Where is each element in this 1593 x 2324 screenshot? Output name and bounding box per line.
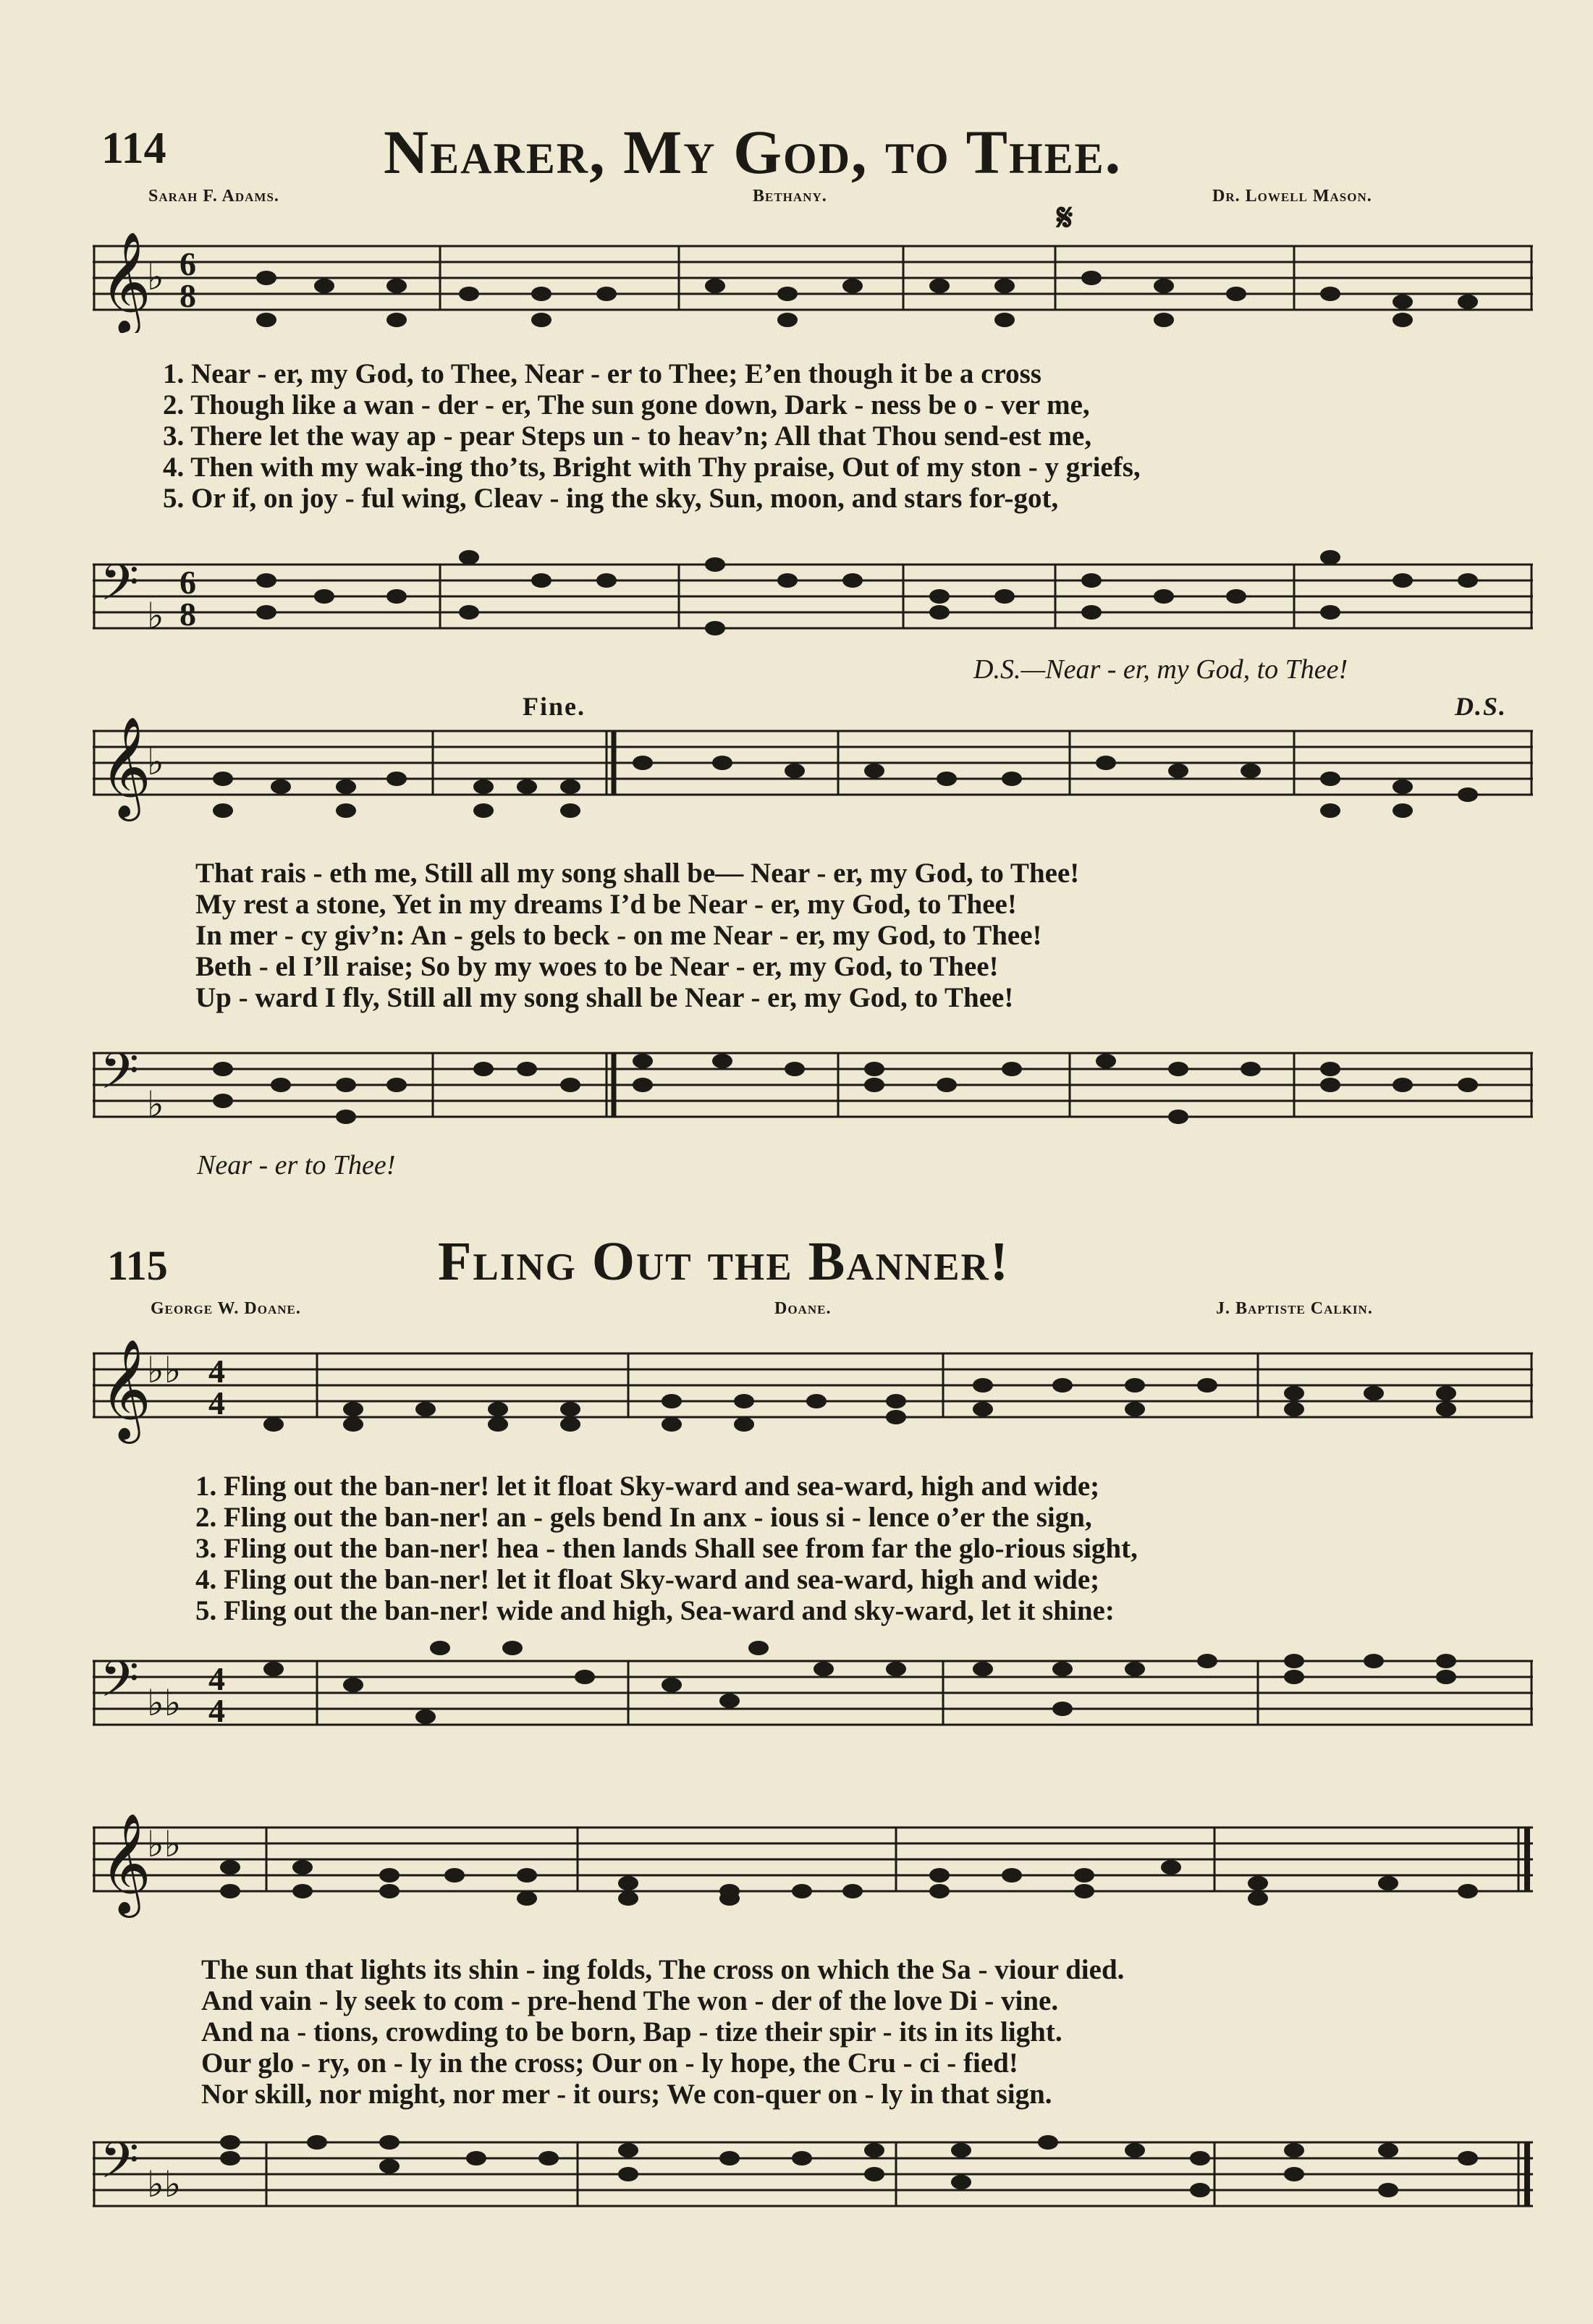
refrain-below-text: Near - er to Thee! bbox=[197, 1150, 396, 1180]
ds-mark: D.S. bbox=[1455, 692, 1508, 721]
svg-text:𝄞: 𝄞 bbox=[100, 232, 151, 332]
svg-text:♭: ♭ bbox=[147, 596, 164, 636]
verse-line: The sun that lights its shin - ing folds, The cross on which the Sa - viour died. bbox=[201, 1954, 1125, 1985]
hymn-114-system-2-bass-staff bbox=[93, 1024, 1533, 1133]
svg-text:8: 8 bbox=[179, 277, 196, 314]
hymn-114-title: Nearer, My God, to Thee. bbox=[384, 117, 1123, 187]
verse-line: 5. Or if, on joy - ful wing, Cleav - ing the sky, Sun, moon, and stars for-got, bbox=[163, 483, 1059, 514]
hymn-115-tune: Doane. bbox=[774, 1299, 832, 1318]
svg-text:♭: ♭ bbox=[147, 742, 164, 782]
svg-text:♭♭: ♭♭ bbox=[147, 1350, 182, 1390]
svg-text:♭: ♭ bbox=[147, 1084, 164, 1125]
svg-text:♭: ♭ bbox=[147, 257, 164, 297]
svg-text:4: 4 bbox=[208, 1660, 225, 1697]
hymn-115-system-1-bass-staff bbox=[93, 1632, 1533, 1741]
verse-line: 4. Then with my wak-ing tho’ts, Bright with Thy praise, Out of my ston - y griefs, bbox=[163, 452, 1141, 483]
verse-line: That rais - eth me, Still all my song shall be— Near - er, my God, to Thee! bbox=[195, 858, 1080, 889]
svg-text:4: 4 bbox=[208, 1385, 225, 1421]
svg-text:8: 8 bbox=[179, 596, 196, 633]
hymn-114-tune: Bethany. bbox=[753, 187, 827, 206]
svg-text:4: 4 bbox=[208, 1692, 225, 1729]
hymn-114-verses-system-1 bbox=[163, 358, 1141, 514]
hymn-115-system-1-treble-staff bbox=[93, 1339, 1533, 1448]
hymn-115-verses-system-2 bbox=[201, 1954, 1124, 2110]
verse-line: 4. Fling out the ban-ner! let it float Sky-ward and sea-ward, high and wide; bbox=[195, 1564, 1100, 1595]
hymn-114-system-2-treble-staff bbox=[93, 717, 1533, 825]
hymn-114-system-1-treble-staff bbox=[93, 232, 1533, 333]
svg-text:𝄢: 𝄢 bbox=[100, 2131, 140, 2202]
svg-text:♭♭: ♭♭ bbox=[147, 2164, 182, 2205]
svg-text:𝄢: 𝄢 bbox=[100, 1041, 140, 1112]
hymn-115-composer: J. Baptiste Calkin. bbox=[1216, 1299, 1373, 1318]
svg-text:4: 4 bbox=[208, 1353, 225, 1390]
verse-line: 3. Fling out the ban-ner! hea - then lands Shall see from far the glo-rious sight, bbox=[195, 1533, 1138, 1564]
svg-text:♭♭: ♭♭ bbox=[147, 1683, 182, 1723]
hymn-114-composer: Dr. Lowell Mason. bbox=[1212, 187, 1372, 206]
hymn-115-number: 115 bbox=[107, 1242, 168, 1289]
svg-text:𝄞: 𝄞 bbox=[100, 1813, 151, 1914]
svg-text:6: 6 bbox=[179, 245, 196, 282]
verse-line: 2. Though like a wan - der - er, The sun gone down, Dark - ness be o - ver me, bbox=[163, 389, 1090, 421]
hymn-115-title: Fling Out the Banner! bbox=[438, 1231, 1010, 1292]
verse-line: My rest a stone, Yet in my dreams I’d be Near - er, my God, to Thee! bbox=[195, 889, 1017, 920]
fine-mark: Fine. bbox=[523, 692, 586, 721]
svg-text:♭♭: ♭♭ bbox=[147, 1824, 182, 1864]
verse-line: 2. Fling out the ban-ner! an - gels bend In anx - ious si - lence o’er the sign, bbox=[195, 1502, 1092, 1533]
verse-line: Nor skill, nor might, nor mer - it ours; We con-quer on - ly in that sign. bbox=[201, 2079, 1052, 2110]
svg-text:𝄞: 𝄞 bbox=[100, 717, 151, 817]
verse-line: Our glo - ry, on - ly in the cross; Our on - ly hope, the Cru - ci - fied! bbox=[201, 2048, 1018, 2079]
verse-line: Up - ward I fly, Still all my song shall be Near - er, my God, to Thee! bbox=[195, 982, 1014, 1013]
hymn-115-system-2-bass-staff bbox=[93, 2113, 1533, 2222]
hymn-114-verses-system-2 bbox=[195, 858, 1079, 1013]
hymn-114-author: Sarah F. Adams. bbox=[148, 187, 279, 206]
verse-line: Beth - el I’ll raise; So by my woes to be Near - er, my God, to Thee! bbox=[195, 951, 999, 982]
hymn-115-verses-system-1 bbox=[195, 1471, 1138, 1626]
ds-text: D.S.—Near - er, my God, to Thee! bbox=[973, 654, 1348, 685]
hymn-115-system-2-treble-staff bbox=[93, 1813, 1533, 1922]
hymn-114-number: 114 bbox=[101, 124, 166, 173]
hymn-115-author: George W. Doane. bbox=[151, 1299, 301, 1318]
verse-line: 3. There let the way ap - pear Steps un - to heav’n; All that Thou send-est me, bbox=[163, 421, 1092, 452]
svg-text:𝄞: 𝄞 bbox=[100, 1339, 151, 1440]
hymn-114-system-1-bass-staff bbox=[93, 536, 1533, 644]
verse-line: 1. Fling out the ban-ner! let it float Sky-ward and sea-ward, high and wide; bbox=[195, 1471, 1100, 1502]
verse-line: 1. Near - er, my God, to Thee, Near - er to Thee; E’en though it be a cross bbox=[163, 358, 1041, 389]
verse-line: In mer - cy giv’n: An - gels to beck - on me Near - er, my God, to Thee! bbox=[195, 920, 1042, 951]
verse-line: And vain - ly seek to com - pre-hend The won - der of the love Di - vine. bbox=[201, 1985, 1059, 2016]
svg-text:𝄢: 𝄢 bbox=[100, 1649, 140, 1720]
svg-text:𝄢: 𝄢 bbox=[100, 553, 140, 624]
segno-sign: 𝄋 bbox=[1057, 198, 1075, 239]
verse-line: 5. Fling out the ban-ner! wide and high, Sea-ward and sky-ward, let it shine: bbox=[195, 1595, 1115, 1626]
verse-line: And na - tions, crowding to be born, Bap - tize their spir - its in its light. bbox=[201, 2016, 1062, 2048]
svg-text:6: 6 bbox=[179, 564, 196, 601]
